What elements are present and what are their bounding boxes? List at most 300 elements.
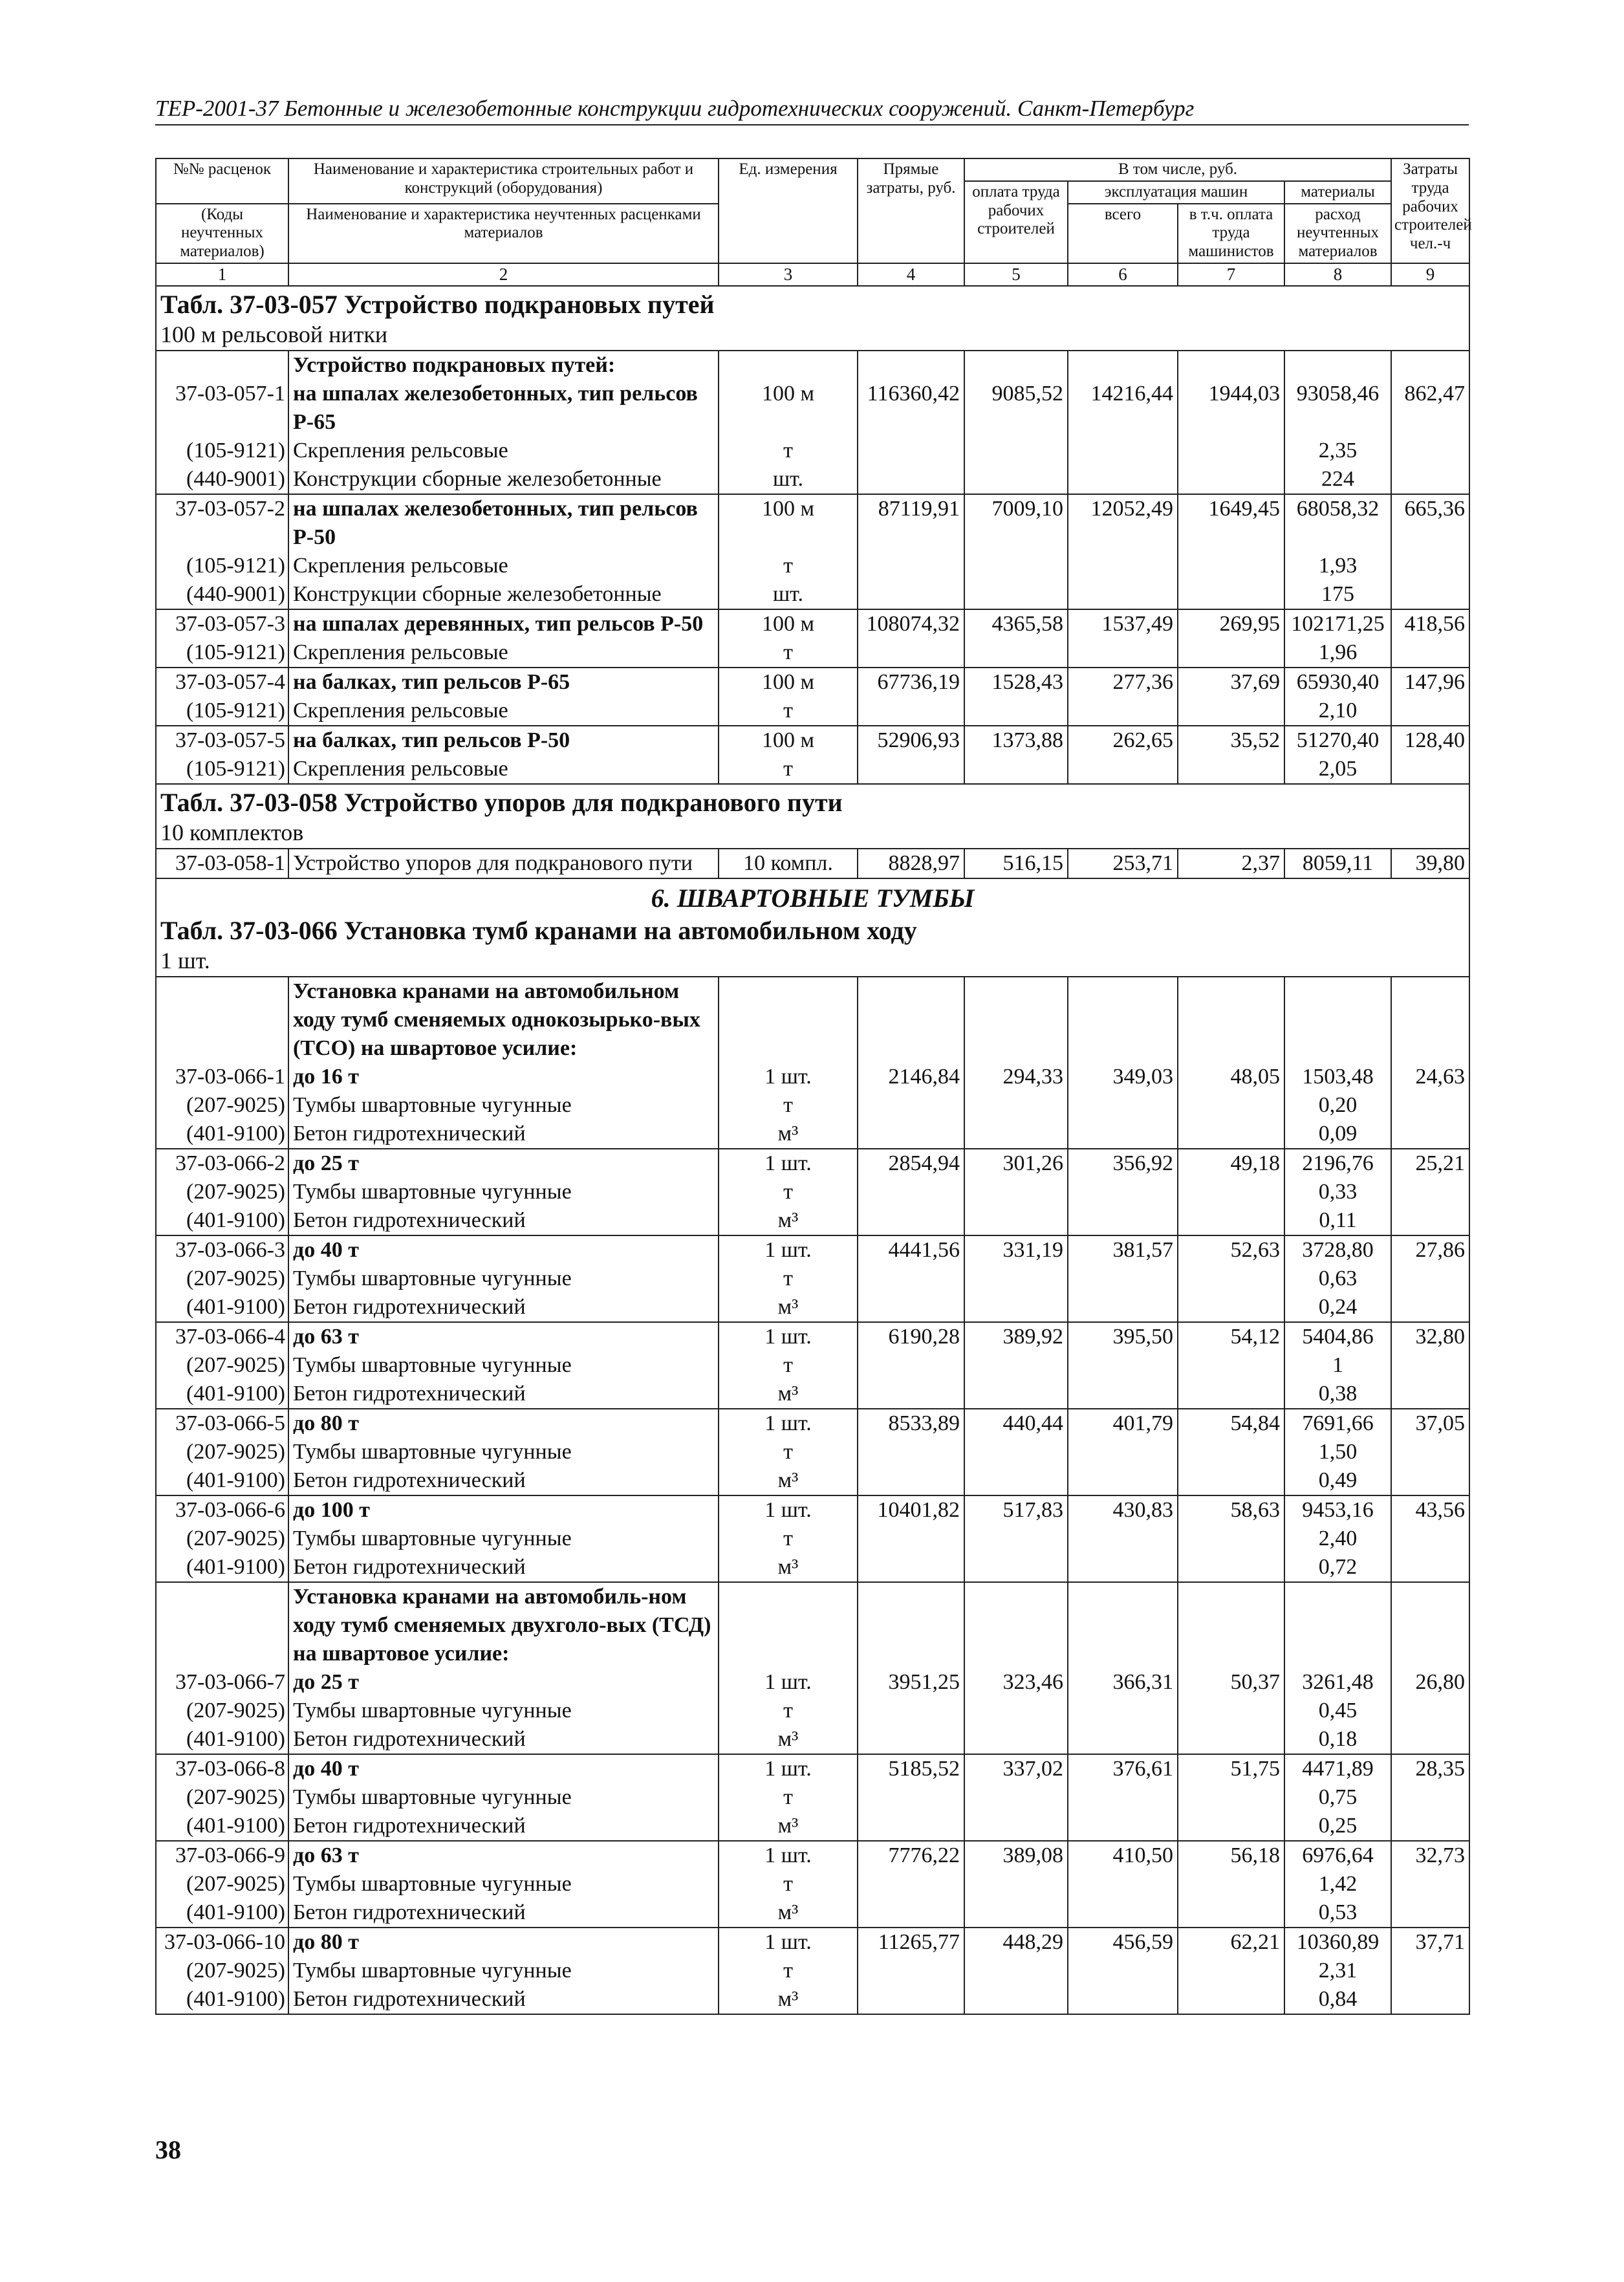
machinist-wages-cell: 48,05 [1178,1063,1284,1091]
material-machine-costs-cell [1068,1091,1178,1120]
material-machine-costs-cell [1068,755,1178,784]
material-machine-costs-cell [1068,1120,1178,1149]
material-machinist-wages-cell [1178,1265,1284,1293]
machinist-wages-cell: 1649,45 [1178,494,1284,552]
material-row [156,1812,1469,1841]
material-work-name-cell: Бетон гидротехнический [288,1466,719,1495]
material-work-name-cell: Конструкции сборные железобетонные [288,580,719,609]
material-materials-value-cell: 1 [1284,1351,1391,1380]
machine-costs-cell [1068,1582,1178,1668]
direct-costs-cell: 2854,94 [858,1149,964,1178]
material-unit-cell: шт. [719,580,858,609]
materials-value-cell [1284,351,1391,380]
labor-wages-cell: 448,29 [964,1928,1068,1957]
material-rate-code-cell: (401-9100) [156,1466,288,1495]
machine-costs-cell: 456,59 [1068,1928,1178,1957]
material-materials-value-cell: 0,84 [1284,1985,1391,2014]
material-materials-value-cell: 0,11 [1284,1206,1391,1235]
material-machinist-wages-cell [1178,1870,1284,1898]
material-direct-costs-cell [858,638,964,668]
labor-hours-cell: 665,36 [1391,494,1469,552]
material-row [156,1178,1469,1206]
material-labor-hours-cell [1391,1783,1469,1812]
labor-wages-cell: 337,02 [964,1754,1068,1783]
rate-row [156,1928,1469,1957]
material-unit-cell: т [719,552,858,580]
material-labor-wages-cell [964,1351,1068,1380]
material-direct-costs-cell [858,1178,964,1206]
material-row [156,580,1469,609]
rate-code-cell [156,1582,288,1668]
material-unit-cell: м³ [719,1553,858,1582]
material-labor-hours-cell [1391,1466,1469,1495]
machine-costs-cell: 430,83 [1068,1495,1178,1525]
material-materials-value-cell: 0,72 [1284,1553,1391,1582]
labor-wages-cell: 323,46 [964,1668,1068,1697]
material-labor-hours-cell [1391,697,1469,726]
table-section-row [156,784,1469,849]
labor-hours-cell [1391,1582,1469,1668]
material-unit-cell: м³ [719,1725,858,1754]
column-number: 9 [1391,263,1469,286]
material-materials-value-cell: 0,33 [1284,1178,1391,1206]
rate-code-cell: 37-03-066-2 [156,1149,288,1178]
material-unit-cell: м³ [719,1985,858,2014]
material-machine-costs-cell [1068,1725,1178,1754]
unit-cell: 1 шт. [719,1495,858,1525]
rate-row [156,380,1469,437]
material-work-name-cell: Тумбы швартовные чугунные [288,1091,719,1120]
material-direct-costs-cell [858,1351,964,1380]
header-direct-costs: Прямые затраты, руб. [858,158,964,263]
unit-cell: 100 м [719,494,858,552]
material-materials-value-cell: 2,35 [1284,437,1391,465]
material-work-name-cell: Бетон гидротехнический [288,1553,719,1582]
material-machine-costs-cell [1068,1178,1178,1206]
materials-value-cell: 1503,48 [1284,1063,1391,1091]
materials-value-cell [1284,1582,1391,1668]
material-direct-costs-cell [858,755,964,784]
work-name-cell: Устройство упоров для подкранового пути [288,849,719,878]
labor-hours-cell: 28,35 [1391,1754,1469,1783]
rate-row [156,1841,1469,1870]
table-title: Табл. 37-03-066 Установка тумб кранами на автомобильном ходу [160,915,917,945]
rate-code-cell: 37-03-066-6 [156,1495,288,1525]
chapter-heading: 6. ШВАРТОВНЫЕ ТУМБЫ [651,883,975,913]
material-work-name-cell: Тумбы швартовные чугунные [288,1870,719,1898]
material-labor-hours-cell [1391,1985,1469,2014]
machine-costs-cell: 401,79 [1068,1409,1178,1438]
material-direct-costs-cell [858,1265,964,1293]
column-number: 6 [1068,263,1178,286]
material-labor-hours-cell [1391,638,1469,668]
labor-hours-cell: 32,80 [1391,1322,1469,1351]
unit-cell: 1 шт. [719,1409,858,1438]
material-rate-code-cell: (207-9025) [156,1783,288,1812]
machine-costs-cell: 277,36 [1068,668,1178,697]
material-direct-costs-cell [858,1697,964,1725]
material-labor-hours-cell [1391,1898,1469,1928]
material-labor-wages-cell [964,1466,1068,1495]
material-machine-costs-cell [1068,1380,1178,1409]
table-measure-unit: 1 шт. [160,947,210,973]
material-labor-wages-cell [964,1120,1068,1149]
material-work-name-cell: Тумбы швартовные чугунные [288,1525,719,1553]
material-machinist-wages-cell [1178,1351,1284,1380]
material-direct-costs-cell [858,1380,964,1409]
rate-code-cell: 37-03-066-4 [156,1322,288,1351]
direct-costs-cell: 5185,52 [858,1754,964,1783]
machinist-wages-cell: 2,37 [1178,849,1284,878]
material-materials-value-cell: 0,49 [1284,1466,1391,1495]
material-row [156,755,1469,784]
labor-hours-cell: 39,80 [1391,849,1469,878]
work-name-cell: до 25 т [288,1149,719,1178]
direct-costs-cell: 8533,89 [858,1409,964,1438]
machine-costs-cell [1068,977,1178,1063]
material-labor-hours-cell [1391,1178,1469,1206]
material-unit-cell: м³ [719,1466,858,1495]
column-number: 3 [719,263,858,286]
rate-code-cell: 37-03-057-2 [156,494,288,552]
rate-row [156,726,1469,755]
unit-cell: 100 м [719,609,858,638]
direct-costs-cell: 116360,42 [858,380,964,437]
material-materials-value-cell: 0,53 [1284,1898,1391,1928]
material-row [156,1120,1469,1149]
material-machinist-wages-cell [1178,1553,1284,1582]
material-rate-code-cell: (207-9025) [156,1957,288,1985]
table-section-row [156,286,1469,351]
labor-hours-cell: 27,86 [1391,1235,1469,1265]
work-name-cell: Установка кранами на автомобиль-ном ходу тумб сменяемых двухголо-вых (ТСД) на швартовое усилие: [288,1582,719,1668]
material-direct-costs-cell [858,1783,964,1812]
material-work-name-cell: Тумбы швартовные чугунные [288,1957,719,1985]
material-machinist-wages-cell [1178,755,1284,784]
work-name-cell: до 40 т [288,1235,719,1265]
material-machine-costs-cell [1068,1985,1178,2014]
labor-hours-cell: 37,71 [1391,1928,1469,1957]
rate-code-cell: 37-03-057-1 [156,380,288,437]
labor-hours-cell: 418,56 [1391,609,1469,638]
machinist-wages-cell: 54,12 [1178,1322,1284,1351]
material-labor-wages-cell [964,1957,1068,1985]
header-unit: Ед. измерения [719,158,858,263]
material-machinist-wages-cell [1178,1091,1284,1120]
unit-cell [719,977,858,1063]
material-unit-cell: т [719,755,858,784]
material-machinist-wages-cell [1178,1206,1284,1235]
material-unit-cell: т [719,1525,858,1553]
materials-value-cell: 68058,32 [1284,494,1391,552]
material-materials-value-cell: 1,50 [1284,1438,1391,1466]
material-work-name-cell: Тумбы швартовные чугунные [288,1783,719,1812]
labor-wages-cell: 4365,58 [964,609,1068,638]
material-machinist-wages-cell [1178,552,1284,580]
material-labor-hours-cell [1391,1120,1469,1149]
labor-hours-cell [1391,977,1469,1063]
labor-wages-cell: 7009,10 [964,494,1068,552]
material-rate-code-cell: (105-9121) [156,755,288,784]
rate-code-cell: 37-03-066-3 [156,1235,288,1265]
rate-row [156,1409,1469,1438]
rate-code-cell [156,351,288,380]
labor-wages-cell: 1373,88 [964,726,1068,755]
material-rate-code-cell: (207-9025) [156,1351,288,1380]
material-row [156,1438,1469,1466]
material-labor-wages-cell [964,1265,1068,1293]
rate-code-cell [156,977,288,1063]
material-work-name-cell: Скрепления рельсовые [288,638,719,668]
header-material-codes: (Коды неучтенных материалов) [156,204,288,263]
material-machine-costs-cell [1068,1466,1178,1495]
work-name-cell: Установка кранами на автомобильном ходу тумб сменяемых однокозырько-вых (ТСО) на швартовое усилие: [288,977,719,1063]
table-section-cell [156,784,1469,849]
rate-row [156,1149,1469,1178]
material-labor-hours-cell [1391,1812,1469,1841]
direct-costs-cell: 52906,93 [858,726,964,755]
direct-costs-cell: 3951,25 [858,1668,964,1697]
material-materials-value-cell: 0,20 [1284,1091,1391,1120]
header-machinist-wages: в т.ч. оплата труда машинистов [1178,204,1284,263]
labor-hours-cell [1391,351,1469,380]
material-rate-code-cell: (401-9100) [156,1898,288,1928]
rate-row [156,668,1469,697]
header-materials: материалы [1284,181,1391,204]
unit-cell: 10 компл. [719,849,858,878]
direct-costs-cell: 6190,28 [858,1322,964,1351]
material-unit-cell: т [719,1870,858,1898]
material-unit-cell: т [719,697,858,726]
materials-value-cell: 10360,89 [1284,1928,1391,1957]
group-heading-row [156,351,1469,380]
material-unit-cell: т [719,1957,858,1985]
material-labor-wages-cell [964,1985,1068,2014]
material-materials-value-cell: 0,18 [1284,1725,1391,1754]
material-work-name-cell: Бетон гидротехнический [288,1985,719,2014]
material-direct-costs-cell [858,465,964,494]
direct-costs-cell: 2146,84 [858,1063,964,1091]
materials-value-cell: 3261,48 [1284,1668,1391,1697]
running-header: ТЕР-2001-37 Бетонные и железобетонные конструкции гидротехнических сооружений. Санкт-Петербург [155,96,1469,125]
rate-code-cell: 37-03-066-1 [156,1063,288,1091]
materials-value-cell: 7691,66 [1284,1409,1391,1438]
material-direct-costs-cell [858,437,964,465]
column-number: 5 [964,263,1068,286]
direct-costs-cell: 4441,56 [858,1235,964,1265]
material-row [156,1380,1469,1409]
material-machine-costs-cell [1068,638,1178,668]
material-row [156,1351,1469,1380]
material-materials-value-cell: 1,42 [1284,1870,1391,1898]
material-row [156,437,1469,465]
material-materials-value-cell: 0,25 [1284,1812,1391,1841]
material-labor-hours-cell [1391,552,1469,580]
material-direct-costs-cell [858,1957,964,1985]
work-name-cell: на балках, тип рельсов Р-50 [288,726,719,755]
material-labor-hours-cell [1391,1438,1469,1466]
machine-costs-cell: 376,61 [1068,1754,1178,1783]
material-rate-code-cell: (207-9025) [156,1525,288,1553]
material-rate-code-cell: (207-9025) [156,1265,288,1293]
material-rate-code-cell: (207-9025) [156,1870,288,1898]
material-unit-cell: т [719,437,858,465]
machine-costs-cell: 395,50 [1068,1322,1178,1351]
work-name-cell: на шпалах железобетонных, тип рельсов Р-50 [288,494,719,552]
material-machinist-wages-cell [1178,1725,1284,1754]
machine-costs-cell: 349,03 [1068,1063,1178,1091]
unit-cell: 1 шт. [719,1754,858,1783]
work-name-cell: до 16 т [288,1063,719,1091]
materials-value-cell: 5404,86 [1284,1322,1391,1351]
machinist-wages-cell: 58,63 [1178,1495,1284,1525]
labor-hours-cell: 147,96 [1391,668,1469,697]
material-labor-wages-cell [964,755,1068,784]
work-name-cell: Устройство подкрановых путей: [288,351,719,380]
material-machine-costs-cell [1068,1870,1178,1898]
unit-cell: 1 шт. [719,1149,858,1178]
material-work-name-cell: Скрепления рельсовые [288,552,719,580]
column-number: 7 [1178,263,1284,286]
material-row [156,1957,1469,1985]
machine-costs-cell: 14216,44 [1068,380,1178,437]
material-materials-value-cell: 0,24 [1284,1293,1391,1322]
machinist-wages-cell: 49,18 [1178,1149,1284,1178]
direct-costs-cell: 10401,82 [858,1495,964,1525]
material-labor-wages-cell [964,1438,1068,1466]
material-machinist-wages-cell [1178,1783,1284,1812]
labor-hours-cell: 43,56 [1391,1495,1469,1525]
material-direct-costs-cell [858,1091,964,1120]
unit-cell: 100 м [719,668,858,697]
material-work-name-cell: Тумбы швартовные чугунные [288,1265,719,1293]
material-row [156,1265,1469,1293]
material-labor-hours-cell [1391,1293,1469,1322]
machinist-wages-cell: 50,37 [1178,1668,1284,1697]
machine-costs-cell: 356,92 [1068,1149,1178,1178]
direct-costs-cell: 11265,77 [858,1928,964,1957]
material-materials-value-cell: 1,93 [1284,552,1391,580]
material-machine-costs-cell [1068,1812,1178,1841]
material-labor-hours-cell [1391,1525,1469,1553]
material-labor-hours-cell [1391,1265,1469,1293]
material-labor-wages-cell [964,1525,1068,1553]
material-direct-costs-cell [858,1898,964,1928]
material-machine-costs-cell [1068,1351,1178,1380]
table-section-row [156,878,1469,977]
header-machines: эксплуатация машин [1068,181,1284,204]
material-rate-code-cell: (440-9001) [156,465,288,494]
table-section-cell [156,286,1469,351]
rate-row [156,849,1469,878]
work-name-cell: на шпалах деревянных, тип рельсов Р-50 [288,609,719,638]
material-machinist-wages-cell [1178,1466,1284,1495]
labor-hours-cell: 25,21 [1391,1149,1469,1178]
material-labor-hours-cell [1391,1553,1469,1582]
header-rate-code: №№ расценок [156,158,288,204]
rate-row [156,1235,1469,1265]
material-labor-hours-cell [1391,465,1469,494]
material-unit-cell: т [719,1091,858,1120]
rate-code-cell: 37-03-057-4 [156,668,288,697]
direct-costs-cell [858,1582,964,1668]
material-labor-hours-cell [1391,1957,1469,1985]
rate-row [156,494,1469,552]
material-rate-code-cell: (401-9100) [156,1206,288,1235]
labor-wages-cell [964,977,1068,1063]
materials-value-cell: 9453,16 [1284,1495,1391,1525]
table-measure-unit: 10 комплектов [160,819,304,845]
machinist-wages-cell: 54,84 [1178,1409,1284,1438]
material-work-name-cell: Бетон гидротехнический [288,1725,719,1754]
work-name-cell: до 63 т [288,1322,719,1351]
material-row [156,465,1469,494]
machine-costs-cell: 381,57 [1068,1235,1178,1265]
material-machine-costs-cell [1068,1293,1178,1322]
material-labor-hours-cell [1391,1725,1469,1754]
table-header [156,158,1472,286]
material-work-name-cell: Скрепления рельсовые [288,437,719,465]
material-machinist-wages-cell [1178,1380,1284,1409]
unit-cell [719,1582,858,1668]
material-labor-hours-cell [1391,1380,1469,1409]
material-machine-costs-cell [1068,465,1178,494]
material-rate-code-cell: (105-9121) [156,697,288,726]
unit-cell: 1 шт. [719,1841,858,1870]
column-number: 1 [156,263,288,286]
table-title: Табл. 37-03-058 Устройство упоров для подкранового пути [160,787,843,817]
work-name-cell: до 80 т [288,1409,719,1438]
material-work-name-cell: Тумбы швартовные чугунные [288,1697,719,1725]
labor-wages-cell: 331,19 [964,1235,1068,1265]
labor-wages-cell: 301,26 [964,1149,1068,1178]
material-machinist-wages-cell [1178,638,1284,668]
material-direct-costs-cell [858,1120,964,1149]
labor-hours-cell: 37,05 [1391,1409,1469,1438]
material-unit-cell: шт. [719,465,858,494]
material-machinist-wages-cell [1178,437,1284,465]
labor-wages-cell [964,351,1068,380]
column-number: 2 [288,263,719,286]
unit-cell: 100 м [719,726,858,755]
material-materials-value-cell: 1,96 [1284,638,1391,668]
direct-costs-cell [858,977,964,1063]
material-unit-cell: т [719,1178,858,1206]
material-direct-costs-cell [858,1466,964,1495]
material-direct-costs-cell [858,580,964,609]
rate-code-cell: 37-03-066-8 [156,1754,288,1783]
labor-wages-cell: 1528,43 [964,668,1068,697]
material-unit-cell: м³ [719,1812,858,1841]
machinist-wages-cell [1178,977,1284,1063]
material-machine-costs-cell [1068,697,1178,726]
material-direct-costs-cell [858,1553,964,1582]
material-rate-code-cell: (401-9100) [156,1985,288,2014]
header-material-consumption: расход неучтенных материалов [1284,204,1391,263]
material-machine-costs-cell [1068,1783,1178,1812]
material-machinist-wages-cell [1178,1293,1284,1322]
rate-code-cell: 37-03-066-7 [156,1668,288,1697]
labor-wages-cell: 389,92 [964,1322,1068,1351]
material-direct-costs-cell [858,1725,964,1754]
table-title: Табл. 37-03-057 Устройство подкрановых путей [160,289,715,319]
machine-costs-cell [1068,351,1178,380]
unit-cell [719,351,858,380]
material-work-name-cell: Бетон гидротехнический [288,1206,719,1235]
labor-hours-cell: 24,63 [1391,1063,1469,1091]
rate-code-cell: 37-03-058-1 [156,849,288,878]
material-direct-costs-cell [858,697,964,726]
